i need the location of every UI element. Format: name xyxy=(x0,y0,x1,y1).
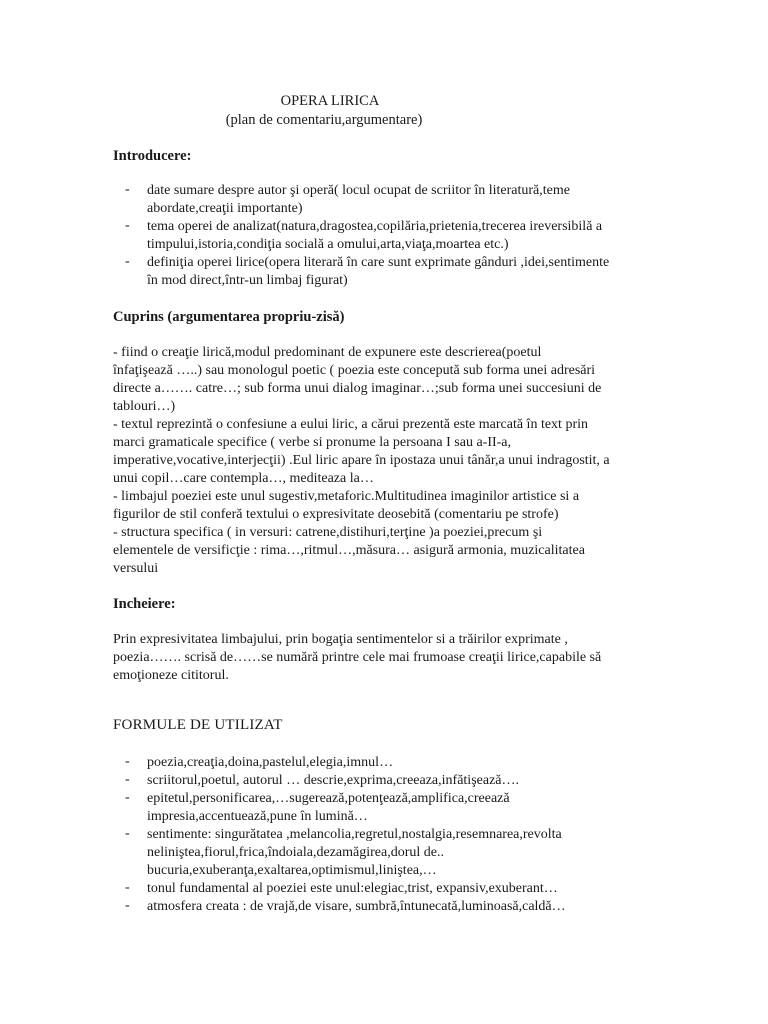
list-dash: - xyxy=(125,754,130,769)
body-line: versului xyxy=(113,561,159,576)
list-item-line: scriitorul,poetul, autorul … descrie,exprima,creeaza,infătişează…. xyxy=(147,773,519,788)
body-line: - textul reprezintă o confesiune a eului liric, a cărui prezentă este marcată în text prin xyxy=(113,417,588,432)
list-dash: - xyxy=(125,772,130,787)
list-dash: - xyxy=(125,898,130,913)
body-heading: Cuprins (argumentarea propriu-zisă) xyxy=(113,309,345,325)
ending-line: poezia……. scrisă de……se numără printre cele mai frumoase creaţii lirice,capabile să xyxy=(113,650,602,665)
list-item-line: sentimente: singurătatea ,melancolia,regretul,nostalgia,resemnarea,revolta xyxy=(147,827,562,842)
list-item-line: definiţia operei lirice(opera literară în care sunt exprimate gânduri ,idei,sentimente xyxy=(147,255,610,270)
ending-line: emoţioneze cititorul. xyxy=(113,668,229,683)
body-line: - structura specifica ( in versuri: catrene,distihuri,terţine )a poeziei,precum şi xyxy=(113,525,543,540)
list-dash: - xyxy=(125,880,130,895)
body-line: marci gramaticale specifice ( verbe si pronume la persoana I sau a-II-a, xyxy=(113,435,512,450)
list-item-line: timpului,istoria,condiţia socială a omului,arta,viaţa,moartea etc.) xyxy=(147,237,509,252)
list-item-line: bucuria,exuberanţa,exaltarea,optimismul,liniştea,… xyxy=(147,863,437,878)
body-line: figurilor de stil conferă textului o expresivitate deosebită (comentariu pe strofe) xyxy=(113,507,559,522)
body-line: - limbajul poeziei este unul sugestiv,metaforic.Multitudinea imaginilor artistice si a xyxy=(113,489,580,504)
ending-line: Prin expresivitatea limbajului, prin bogaţia sentimentelor si a trăirilor exprimate , xyxy=(113,632,568,647)
list-dash: - xyxy=(125,218,130,233)
list-dash: - xyxy=(125,790,130,805)
list-item-line: nelinişteа,fiorul,frica,îndoiala,dezamăgirea,dorul de.. xyxy=(147,845,444,860)
list-item-line: impresia,accentuează,pune în lumină… xyxy=(147,809,368,824)
list-dash: - xyxy=(125,254,130,269)
list-item-line: abordate,creaţii importante) xyxy=(147,201,303,216)
list-item-line: poezia,creaţia,doina,pastelul,elegia,imnul… xyxy=(147,755,394,770)
list-dash: - xyxy=(125,826,130,841)
formulas-heading: FORMULE DE UTILIZAT xyxy=(113,717,283,733)
body-line: - fiind o creaţie lirică,modul predominant de expunere este descrierea(poetul xyxy=(113,345,542,360)
list-item-line: tema operei de analizat(natura,dragostea,copilăria,prietenia,trecerea ireversibilă a xyxy=(147,219,603,234)
list-dash: - xyxy=(125,182,130,197)
body-line: imperative,vocative,interjecţii) .Eul liric apare în ipostaza unui tânăr,a unui indragostit, a xyxy=(113,453,610,468)
body-line: elementele de versificţie : rima…,ritmul…,măsura… asigură armonia, muzicalitatea xyxy=(113,543,585,558)
document-subtitle: (plan de comentariu,argumentare) xyxy=(225,112,423,128)
body-line: înfaţişează …..) sau monologul poetic ( poezia este concepută sub forma unei adresări xyxy=(113,363,596,378)
list-item-line: în mod direct,într-un limbaj figurat) xyxy=(147,273,348,288)
intro-heading: Introducere: xyxy=(113,148,192,164)
ending-heading: Incheiere: xyxy=(113,596,176,612)
list-item-line: tonul fundamental al poeziei este unul:elegiac,trist, expansiv,exuberant… xyxy=(147,881,558,896)
list-item-line: date sumare despre autor şi operă( locul ocupat de scriitor în literatură,teme xyxy=(147,183,570,198)
body-line: directe a……. catre…; sub forma unui dialog imaginar…;sub forma unei succesiuni de xyxy=(113,381,602,396)
body-line: tablouri…) xyxy=(113,399,176,414)
document-title: OPERA LIRICA xyxy=(280,93,380,109)
list-item-line: epitetul,personificarea,…sugerează,potenţează,amplifica,creează xyxy=(147,791,510,806)
list-item-line: atmosfera creata : de vrajă,de visare, sumbră,întunecată,luminoasă,caldă… xyxy=(147,899,566,914)
body-line: unui copil…care contempla…, mediteaza la… xyxy=(113,471,374,486)
